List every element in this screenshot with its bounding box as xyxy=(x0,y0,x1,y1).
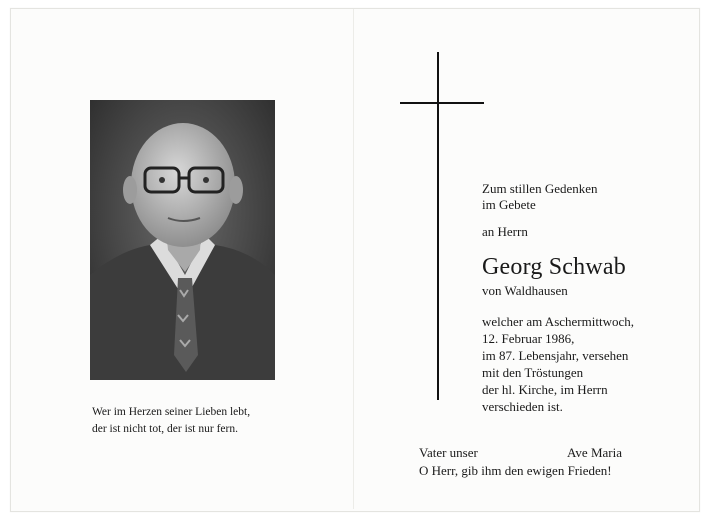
cross-vertical xyxy=(437,52,439,400)
intro-line: im Gebete xyxy=(482,197,536,212)
cross-horizontal xyxy=(400,102,484,104)
deceased-name: Georg Schwab xyxy=(482,254,626,280)
text-line: im 87. Lebensjahr, versehen xyxy=(482,348,629,363)
quote-line: der ist nicht tot, der ist nur fern. xyxy=(92,423,238,435)
origin-text: von Waldhausen xyxy=(482,283,568,298)
text-line: mit den Tröstungen xyxy=(482,365,584,380)
text-line: welcher am Aschermittwoch, xyxy=(482,314,634,329)
quote-line: Wer im Herzen seiner Lieben lebt, xyxy=(92,406,251,418)
closing-prayer: O Herr, gib ihm den ewigen Frieden! xyxy=(419,463,612,478)
memorial-quote xyxy=(92,404,282,438)
intro-line: Zum stillen Gedenken xyxy=(482,181,598,196)
prayer-vater-unser: Vater unser xyxy=(419,445,478,460)
text-line: der hl. Kirche, im Herrn xyxy=(482,382,608,397)
portrait-photo xyxy=(90,100,275,380)
text-line: verschieden ist. xyxy=(482,399,563,414)
card-fold-line xyxy=(353,9,354,509)
text-line: 12. Februar 1986, xyxy=(482,331,575,346)
salutation: an Herrn xyxy=(482,224,528,239)
prayer-ave-maria: Ave Maria xyxy=(567,445,622,460)
